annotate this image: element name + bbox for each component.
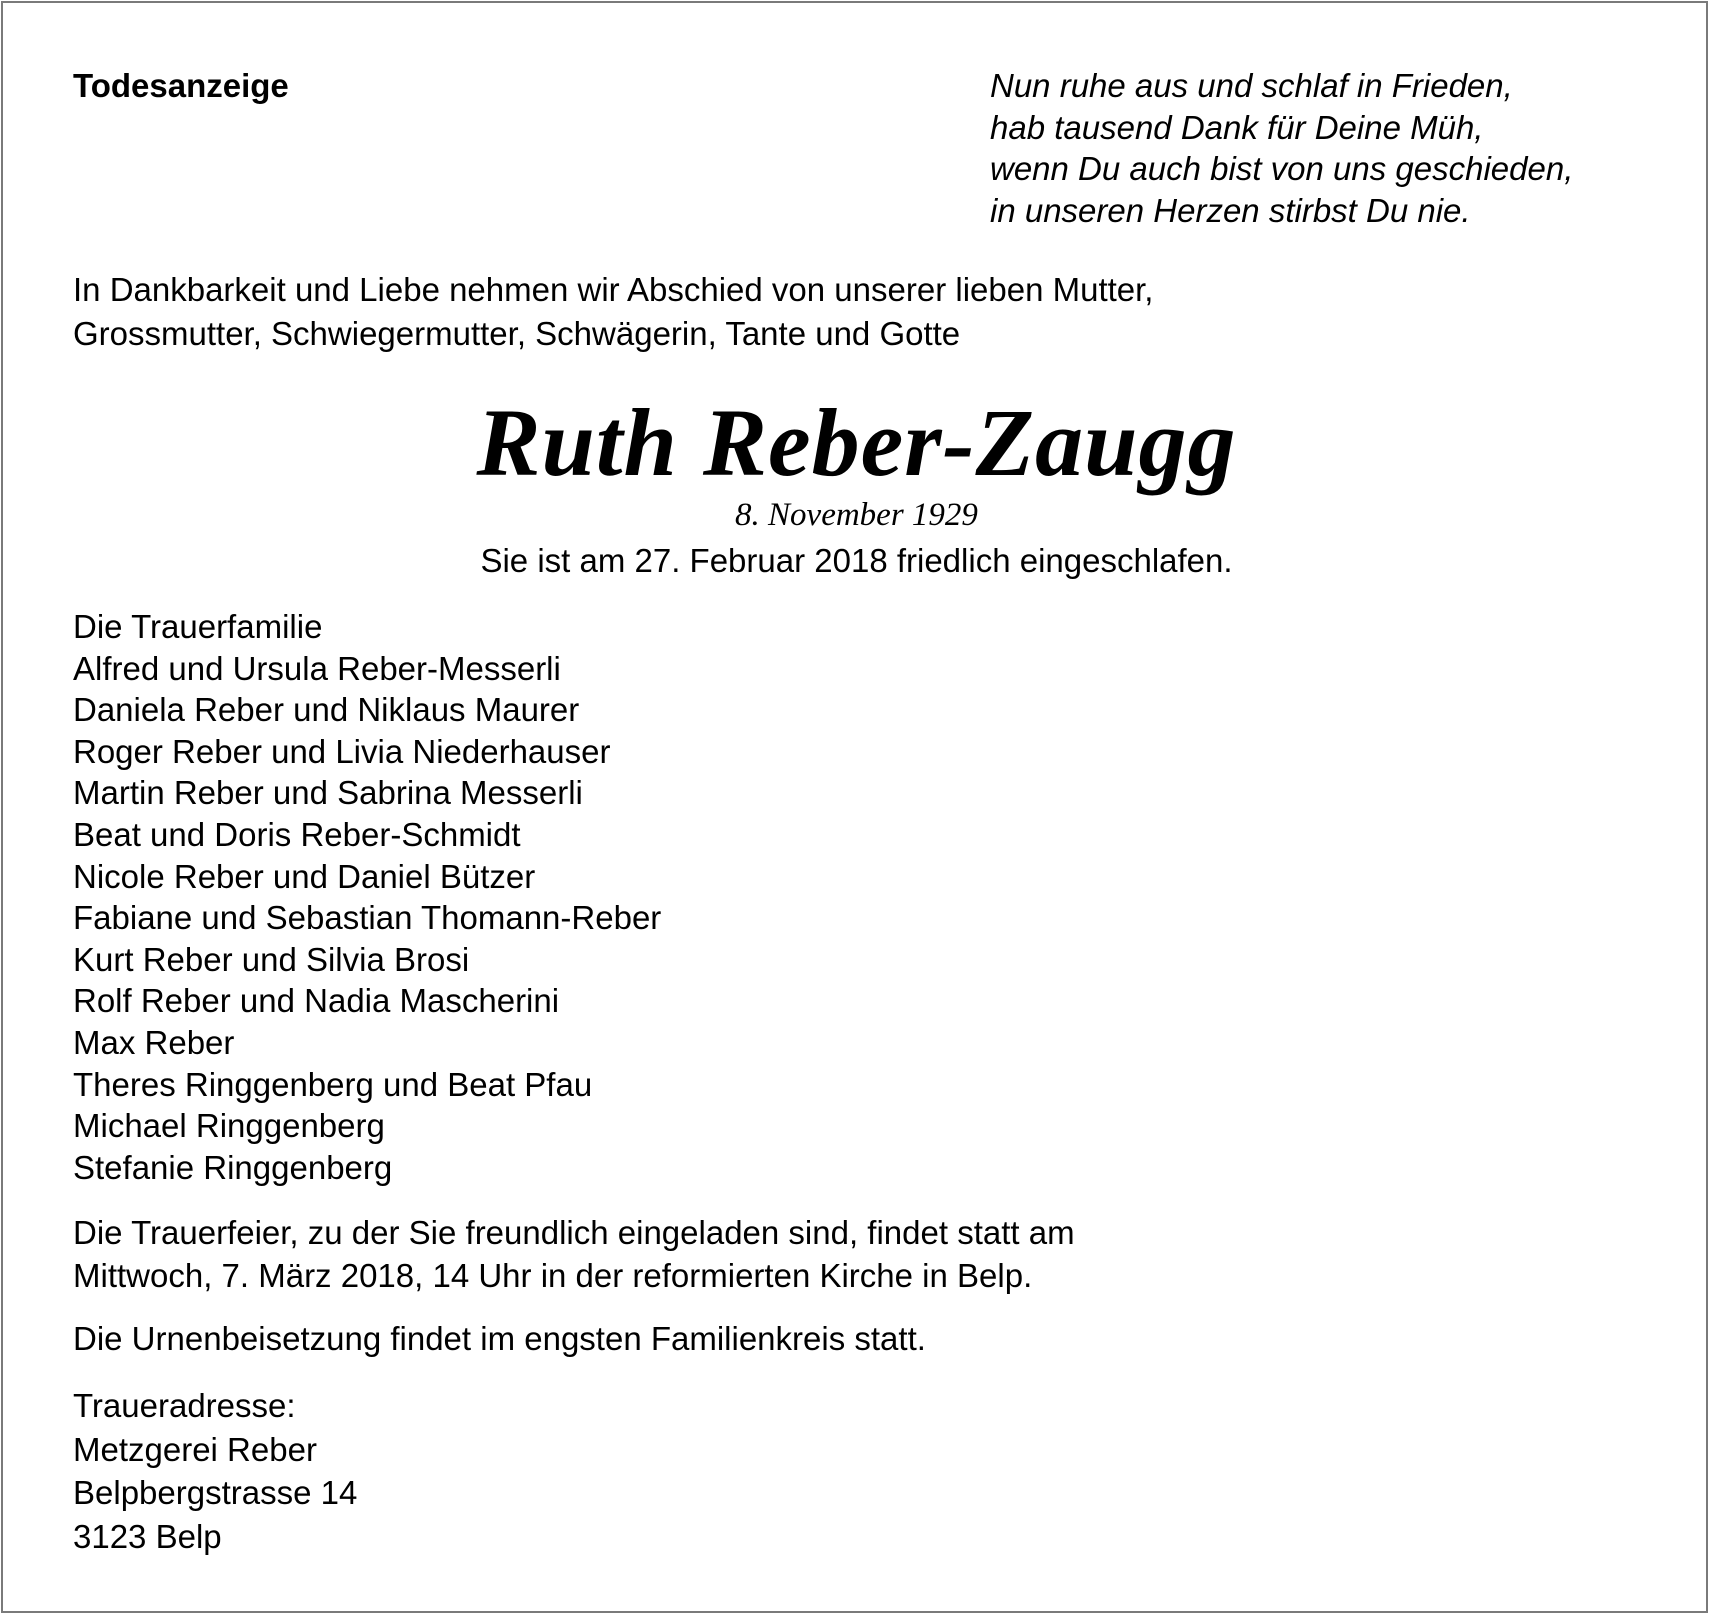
poem-line: Nun ruhe aus und schlaf in Frieden, xyxy=(990,67,1513,104)
family-member: Kurt Reber und Silvia Brosi xyxy=(73,940,470,978)
poem-line: in unseren Herzen stirbst Du nie. xyxy=(990,191,1471,229)
intro-line: In Dankbarkeit und Liebe nehmen wir Abschied von unserer lieben Mutter, xyxy=(73,271,1154,308)
family-member: Daniela Reber und Niklaus Maurer xyxy=(73,691,580,729)
urn-burial-info: Die Urnenbeisetzung findet im engsten Familienkreis statt. xyxy=(73,1320,926,1357)
family-member: Max Reber xyxy=(73,1023,235,1061)
family-list xyxy=(73,606,661,1188)
family-member: Alfred und Ursula Reber-Messerli xyxy=(73,649,561,687)
address-label: Traueradresse: xyxy=(73,1387,296,1424)
family-member: Theres Ringgenberg und Beat Pfau xyxy=(73,1065,593,1103)
service-line: Die Trauerfeier, zu der Sie freundlich eingeladen sind, findet statt am xyxy=(73,1214,1075,1251)
poem-line: hab tausend Dank für Deine Müh, xyxy=(990,108,1484,146)
family-member: Martin Reber und Sabrina Messerli xyxy=(73,774,583,812)
notice-heading: Todesanzeige xyxy=(73,67,289,104)
poem xyxy=(990,65,1573,231)
address-line: Metzgerei Reber xyxy=(73,1430,317,1468)
family-member: Stefanie Ringgenberg xyxy=(73,1148,393,1186)
intro-line: Grossmutter, Schwiegermutter, Schwägerin, Tante und Gotte xyxy=(73,315,961,352)
family-member: Michael Ringgenberg xyxy=(73,1107,385,1145)
mourning-address xyxy=(73,1384,357,1558)
service-line: Mittwoch, 7. März 2018, 14 Uhr in der reformierten Kirche in Belp. xyxy=(73,1257,1033,1294)
poem-line: wenn Du auch bist von uns geschieden, xyxy=(990,150,1574,187)
death-statement: Sie ist am 27. Februar 2018 friedlich eingeschlafen. xyxy=(480,542,1233,579)
family-member: Roger Reber und Livia Niederhauser xyxy=(73,732,611,770)
deceased-name: Ruth Reber-Zaugg xyxy=(476,389,1237,496)
family-member: Nicole Reber und Daniel Bützer xyxy=(73,857,536,895)
intro-text xyxy=(73,268,1153,356)
family-list-title: Die Trauerfamilie xyxy=(73,608,323,645)
birth-date: 8. November 1929 xyxy=(735,497,978,533)
address-line: Belpbergstrasse 14 xyxy=(73,1474,358,1511)
family-member: Fabiane und Sebastian Thomann-Reber xyxy=(73,899,662,937)
address-line: 3123 Belp xyxy=(73,1517,222,1555)
family-member: Beat und Doris Reber-Schmidt xyxy=(73,815,521,853)
funeral-service-info xyxy=(73,1211,1075,1297)
family-member: Rolf Reber und Nadia Mascherini xyxy=(73,982,560,1020)
